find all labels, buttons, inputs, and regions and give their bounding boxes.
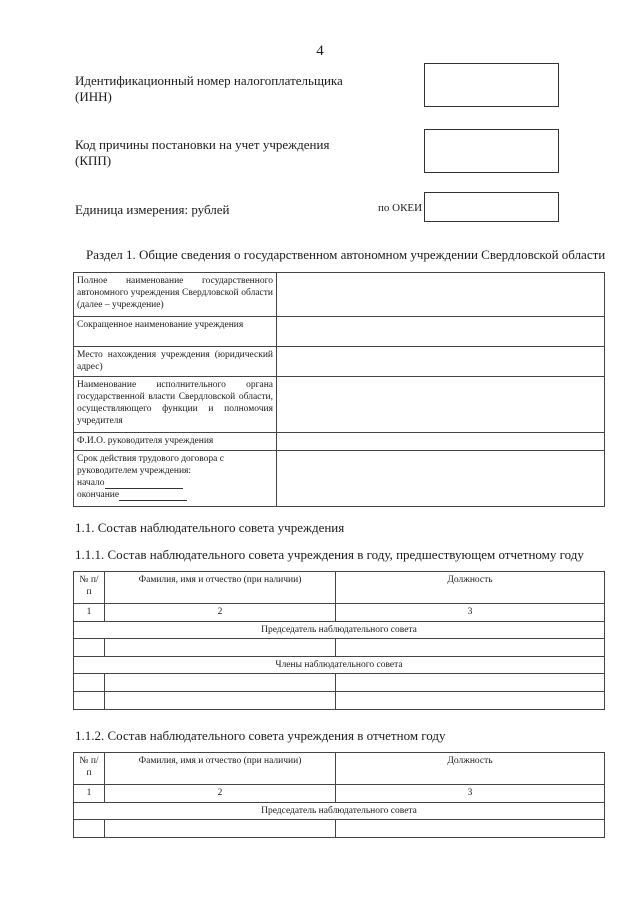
table-row <box>74 753 605 785</box>
col-position-header: Должность <box>336 753 605 785</box>
cell-fio[interactable] <box>105 692 336 710</box>
row-label-contract <box>74 451 277 507</box>
chair-header: Председатель наблюдательного совета <box>74 622 605 639</box>
cell-num[interactable] <box>74 639 105 657</box>
kpp-label <box>75 137 329 169</box>
inn-label <box>75 73 343 105</box>
contract-end-line[interactable] <box>119 500 187 501</box>
cell-fio[interactable] <box>105 674 336 692</box>
table-row <box>74 803 605 820</box>
kpp-label-line2: (КПП) <box>75 153 112 168</box>
cell-position[interactable] <box>336 692 605 710</box>
section1-title: Раздел 1. Общие сведения о государственном автономном учреждении Свердловской области <box>86 247 606 262</box>
value-cell-address[interactable] <box>277 347 605 377</box>
council-report-year-table <box>73 752 605 838</box>
cell-num[interactable] <box>74 674 105 692</box>
contract-start <box>77 477 273 489</box>
okei-field[interactable] <box>424 192 559 222</box>
col-index-2: 2 <box>105 604 336 622</box>
contract-end-label: окончание <box>77 490 120 500</box>
contract-line1: Срок действия трудового договора с <box>77 454 224 464</box>
cell-fio[interactable] <box>105 639 336 657</box>
col-index-1: 1 <box>74 604 105 622</box>
table-row <box>74 451 605 507</box>
value-cell-short-name[interactable] <box>277 317 605 347</box>
table-row <box>74 347 605 377</box>
col-index-1: 1 <box>74 785 105 803</box>
value-cell-director[interactable] <box>277 433 605 451</box>
row-label-address: Место нахождения учреждения (юридический адрес) <box>74 347 277 377</box>
col-index-3: 3 <box>336 604 605 622</box>
table-row <box>74 317 605 347</box>
table-row <box>74 657 605 674</box>
cell-position[interactable] <box>336 674 605 692</box>
contract-start-label: начало <box>77 478 105 488</box>
kpp-label-line1: Код причины постановки на учет учреждения <box>75 137 330 152</box>
general-info-table <box>73 272 605 507</box>
col-fio-header: Фамилия, имя и отчество (при наличии) <box>105 572 336 604</box>
s11-title: 1.1. Состав наблюдательного совета учреждения <box>75 520 345 535</box>
row-label-founder: Наименование исполнительного органа государственной власти Свердловской области, осуществляющего функции и полномочия учредителя <box>74 377 277 433</box>
cell-num[interactable] <box>74 820 105 838</box>
s112-title: 1.1.2. Состав наблюдательного совета учреждения в отчетном году <box>75 728 446 743</box>
page-number: 4 <box>316 43 324 59</box>
council-prev-year-table <box>73 571 605 710</box>
table-row <box>74 785 605 803</box>
table-row <box>74 604 605 622</box>
value-cell-contract[interactable] <box>277 451 605 507</box>
cell-fio[interactable] <box>105 820 336 838</box>
members-header: Члены наблюдательного совета <box>74 657 605 674</box>
unit-label: Единица измерения: рублей <box>75 202 230 217</box>
table-row <box>74 622 605 639</box>
cell-num[interactable] <box>74 692 105 710</box>
row-label-director: Ф.И.О. руководителя учреждения <box>74 433 277 451</box>
chair-header: Председатель наблюдательного совета <box>74 803 605 820</box>
table-row <box>74 820 605 838</box>
table-row <box>74 433 605 451</box>
col-num-header: № п/п <box>74 572 105 604</box>
col-position-header: Должность <box>336 572 605 604</box>
cell-position[interactable] <box>336 820 605 838</box>
table-row <box>74 572 605 604</box>
kpp-field[interactable] <box>424 129 559 173</box>
table-row <box>74 273 605 317</box>
contract-end <box>77 489 273 501</box>
col-index-2: 2 <box>105 785 336 803</box>
col-index-3: 3 <box>336 785 605 803</box>
table-row <box>74 674 605 692</box>
col-num-header: № п/п <box>74 753 105 785</box>
row-label-full-name: Полное наименование государственного автономного учреждения Свердловской области (далее – учреждение) <box>74 273 277 317</box>
row-label-short-name: Сокращенное наименование учреждения <box>74 317 277 347</box>
col-fio-header: Фамилия, имя и отчество (при наличии) <box>105 753 336 785</box>
table-row <box>74 639 605 657</box>
table-row <box>74 377 605 433</box>
cell-position[interactable] <box>336 639 605 657</box>
s111-title: 1.1.1. Состав наблюдательного совета учреждения в году, предшествующем отчетному году <box>75 547 584 562</box>
value-cell-full-name[interactable] <box>277 273 605 317</box>
inn-field[interactable] <box>424 63 559 107</box>
value-cell-founder[interactable] <box>277 377 605 433</box>
table-row <box>74 692 605 710</box>
inn-label-line2: (ИНН) <box>75 89 112 104</box>
contract-line2: руководителем учреждения: <box>77 466 192 476</box>
okei-label: по ОКЕИ <box>378 202 423 214</box>
inn-label-line1: Идентификационный номер налогоплательщика <box>75 73 343 88</box>
